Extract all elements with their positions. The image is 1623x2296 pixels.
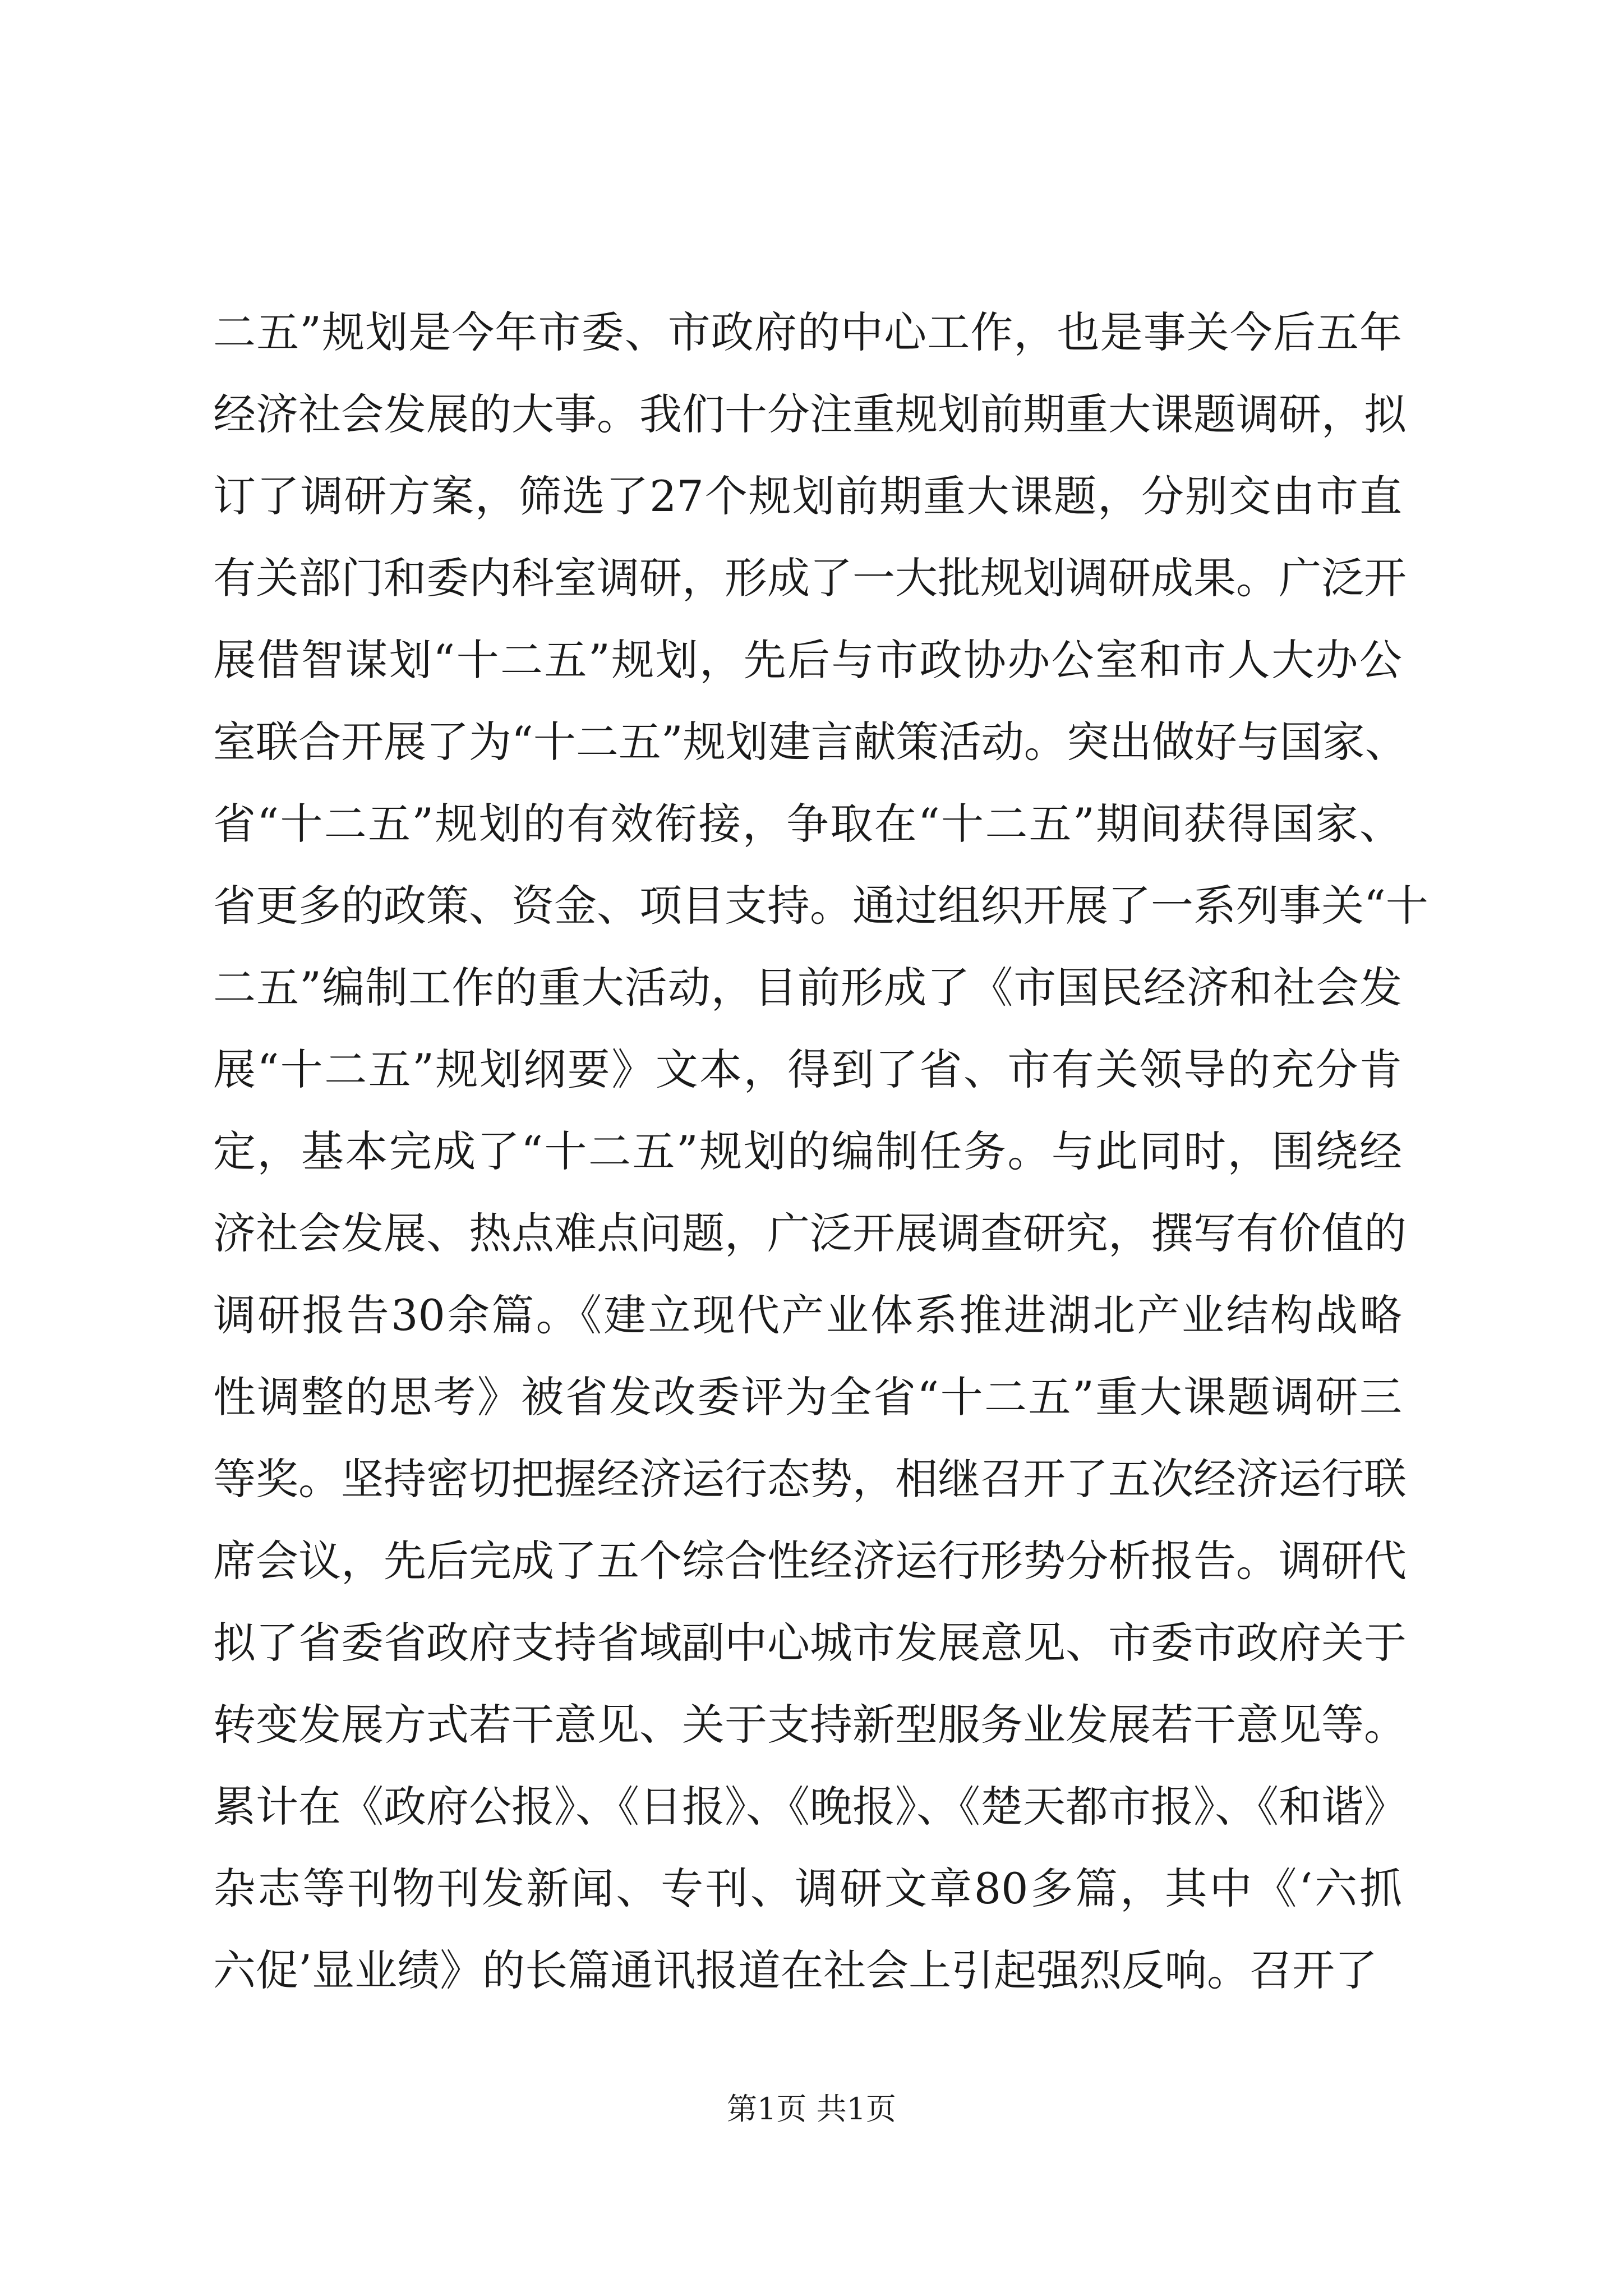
text-line-9: 二五”编制工作的重大活动，目前形成了《市国民经济和社会发 — [213, 963, 1402, 1013]
text-line-12: 济社会发展、热点难点问题，广泛开展调查研究，撰写有价值的 — [213, 1208, 1407, 1258]
text-line-19: 累计在《政府公报》、《日报》、《晚报》、《楚天都市报》、《和谐》 — [213, 1782, 1407, 1832]
page-footer — [0, 2087, 1623, 2132]
text-line-10: 展“十二五”规划纲要》文本，得到了省、市有关领导的充分肯 — [213, 1045, 1402, 1094]
text-line-3: 订了调研方案，筛选了27个规划前期重大课题，分别交由市直 — [213, 471, 1402, 521]
text-line-5: 展借智谋划“十二五”规划，先后与市政协办公室和市人大办公 — [213, 635, 1402, 685]
text-line-16: 席会议，先后完成了五个综合性经济运行形势分析报告。调研代 — [213, 1536, 1407, 1586]
text-line-7: 省“十二五”规划的有效衔接，争取在“十二五”期间获得国家、 — [213, 799, 1402, 849]
page-number-label: 第1页 共1页 — [727, 2091, 896, 2127]
text-line-1: 二五”规划是今年市委、市政府的中心工作，也是事关今后五年 — [213, 307, 1402, 357]
text-line-11: 定，基本完成了“十二五”规划的编制任务。与此同时，围绕经 — [213, 1126, 1402, 1176]
text-line-6: 室联合开展了为“十二五”规划建言献策活动。突出做好与国家、 — [213, 717, 1408, 767]
text-line-13: 调研报告30余篇。《建立现代产业体系推进湖北产业结构战略 — [213, 1290, 1402, 1340]
text-line-14: 性调整的思考》被省发改委评为全省“十二五”重大课题调研三 — [213, 1372, 1402, 1422]
text-line-4: 有关部门和委内科室调研，形成了一大批规划调研成果。广泛开 — [213, 553, 1407, 603]
body-text — [213, 292, 1428, 2012]
text-line-21: 六促’显业绩》的长篇通讯报道在社会上引起强烈反响。召开了 — [213, 1945, 1378, 1995]
text-line-20: 杂志等刊物刊发新闻、专刊、调研文章80多篇，其中《‘六抓 — [213, 1864, 1402, 1913]
text-line-18: 转变发展方式若干意见、关于支持新型服务业发展若干意见等。 — [213, 1700, 1407, 1750]
text-line-2: 经济社会发展的大事。我们十分注重规划前期重大课题调研，拟 — [213, 389, 1407, 439]
text-line-15: 等奖。坚持密切把握经济运行态势，相继召开了五次经济运行联 — [213, 1454, 1407, 1504]
text-line-17: 拟了省委省政府支持省域副中心城市发展意见、市委市政府关于 — [213, 1618, 1407, 1668]
text-line-8: 省更多的政策、资金、项目支持。通过组织开展了一系列事关“十 — [213, 881, 1428, 931]
